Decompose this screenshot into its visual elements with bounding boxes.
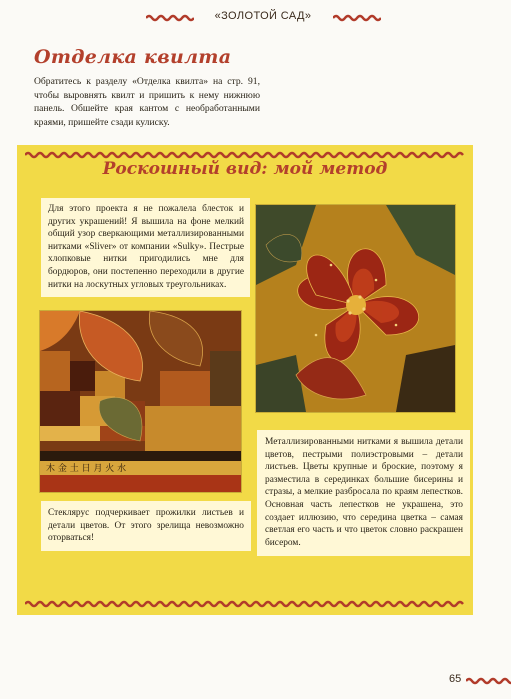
footer-wave	[466, 677, 511, 685]
page-number: 65	[449, 673, 462, 685]
photo-patchwork-leaves	[40, 311, 241, 492]
panel-wave-top	[25, 151, 465, 159]
svg-text:木 金 土 日 月 火 水: 木 金 土 日 月 火 水	[46, 464, 127, 474]
header-wave-right	[333, 14, 381, 22]
panel-wave-bottom	[25, 600, 465, 608]
header-wave-left	[146, 14, 194, 22]
section-title: Отделка квилта	[34, 46, 232, 68]
feature-panel	[17, 145, 473, 615]
text-card-bugle-beads: Стеклярус подчеркивает прожилки листьев и детали цветов. От этого зрелища невозможно оторваться!	[41, 501, 251, 551]
header-title: «ЗОЛОТОЙ САД»	[214, 10, 312, 22]
photo-beaded-flower	[256, 205, 455, 412]
panel-title: Роскошный вид: мой метод	[102, 159, 388, 179]
text-card-threads: Для этого проекта я не пожалела блесток и других украшений! Я вышила на фоне мелкий общий узор сверкающими металлизированными нитками «Sliver» от компании «Sulky». Пестрые хлопковые нитки пригодились мне для бордюров, они постепенно переходили в другие нитки на лоскутных угловых треугольниках.	[41, 198, 250, 297]
intro-paragraph: Обратитесь к разделу «Отделка квилта» на стр. 91, чтобы выровнять квилт и пришить к нему нижнюю панель. Обшейте края кантом с необработанными краями, пришейте сзади кулиску.	[34, 76, 260, 128]
text-card-beading: Металлизированными нитками я вышила детали цветов, пестрыми полиэстровыми – детали листьев. Цветы крупные и броские, поэтому я разместила в серединках большие бисерины и стразы, а мелкие разбросала по краям лепестков. Основная часть лепестков не украшена, это создает иллюзию, что середина цветка – самая светлая его часть и что цветок словно раскрашен бисером.	[257, 430, 470, 556]
